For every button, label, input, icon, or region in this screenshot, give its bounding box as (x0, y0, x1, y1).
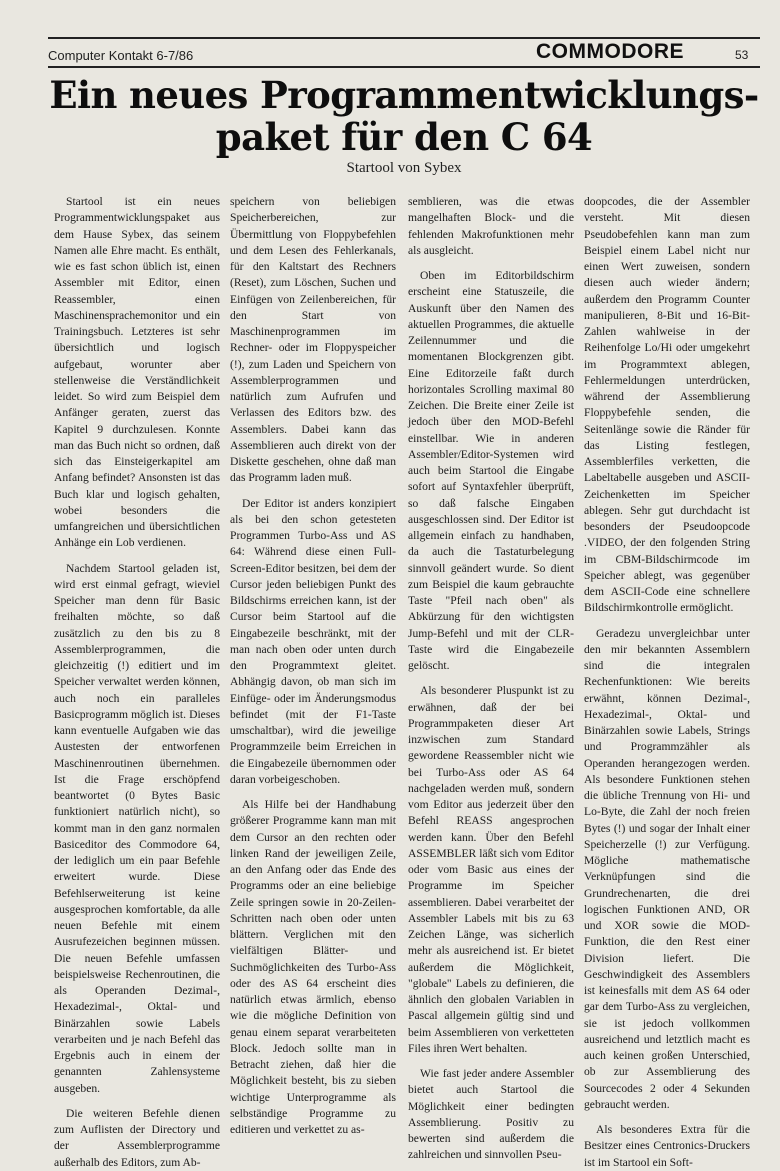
paragraph: semblieren, was die etwas mangelhaften Block- und die fehlenden Makrofunktionen mehr als ausgleicht. (408, 195, 574, 257)
paragraph: Als besonderer Pluspunkt ist zu erwähnen, daß der bei Programmpaketen dieser Art inzwischen zum Standard gewordene Reassembler nicht wie bei Turbo-Ass oder AS 64 nachgeladen werden muß, sondern vom Editor aus jederzeit über den Befehl REASS angesprochen werden kann. Über den Befehl ASSEMBLER läßt sich vom Editor oder vom Basic aus eines der Programme im Speicher assemblieren. Dabei verarbeitet der Assembler Labels mit bis zu 63 Zeichen Länge, was sicherlich mehr als ausreichend ist. Er bietet außerdem die Möglichkeit, "globale" Labels zu definieren, die ähnlich den globalen Variablen in Pascal allgemein gültig sind und beim Assemblieren von verketteten Files ihren Wert behalten. (408, 684, 574, 1055)
text-column-2 (230, 194, 396, 1136)
paragraph: Die weiteren Befehle dienen zum Auflisten der Directory und der Assemblerprogramme außerhalb des Editors, zum Ab- (54, 1106, 220, 1169)
article-subtitle: Startool von Sybex (346, 160, 462, 176)
article-title (48, 74, 760, 158)
section-title: COMMODORE (536, 40, 684, 63)
paragraph: Der Editor ist anders konzipiert als bei den schon getesteten Programmen Turbo-Ass und AS 64: Während diese einen Full-Screen-Editor besitzen, bei dem der Cursor jeden beliebigen Punkt des Bildschirms erreichen kann, ist der Cursor beim Startool auf die Eingabezeile beschränkt, mit der man nach oben oder unten durch den Programmtext gleitet. Abhängig davon, ob man sich im Einfüge- oder im Änderungsmodus befindet (mit der F1-Taste umschaltbar), wird die jeweilige Programmzeile beim Erreichen in die Eingabezeile übernommen oder daran vorbeigeschoben. (230, 496, 396, 786)
text-column-1 (54, 194, 220, 1169)
paragraph: Startool ist ein neues Programmentwicklungspaket aus dem Hause Sybex, das seinem Namen alle Ehre macht. Es enthält, wie es fast schon üblich ist, einen Assembler mit Editor, einen Reassembler, einen Maschinensprachemonitor und ein Trainingsbuch. Letzteres ist sehr übersichtlich und logisch aufgebaut, worunter aber stellenweise die Verständlichkeit leidet. So wird zum Beispiel dem Anfänger geraten, zuerst das Kapitel 9 durchzulesen. Konnte man das Buch nicht so ordnen, daß sich das Einsteigerkapitel am Anfang befindet? Ansonsten ist das Buch klar und logisch gehalten, wobei besonders die umfangreichen und übersichtlichen Anhänge ein Lob verdienen. (54, 195, 220, 550)
paragraph: Geradezu unvergleichbar unter den mir bekannten Assemblern sind die integralen Rechenfunktionen: Wie bereits erwähnt, können Dezimal-, Hexadezimal-, Oktal- und Binärzahlen sowie Labels, Strings und Programmzähler als Operanden herangezogen werden. Als besondere Funktionen stehen die übliche Trennung von Hi- und Lo-Byte, die Zahl der noch freien Bytes (!) und sogar der Inhalt einer Speicherzelle (!) zur Verfügung. Mögliche mathematische Verknüpfungen sind die Grundrechenarten, die drei logischen Funktionen AND, OR und XOR sowie die MOD-Funktion, die den Rest einer Division liefert. Die Geschwindigkeit des Assemblers ist keinesfalls mit dem AS 64 oder gar dem Turbo-Ass zu vergleichen, sie ist jedoch vollkommen ausreichend und letztlich macht es auch keinen großen Unterschied, ob zur Assemblierung des Sourcecodes 2 oder 4 Sekunden gebraucht werden. (584, 626, 750, 1111)
paragraph: doopcodes, die der Assembler versteht. Mit diesen Pseudobefehlen kann man zum Beispiel einem Label nicht nur einen Wert zuweisen, sondern diesen auch wieder ändern; außerdem den Programm Counter manipulieren, 8-Bit und 16-Bit-Zahlen wahlweise in der Reihenfolge Lo/Hi oder umgekehrt im Programmtext ablegen, Fehlermeldungen unterdrücken, während der Assemblierung Floppybefehle senden, die Seitenlänge sowie die Ränder für das Listing festlegen, Assemblerfiles verketten, die Labeltabelle ausgeben und ASCII-Zeichenketten im Speicher ablegen. Sehr gut durchdacht ist besonders der Pseudoopcode .VIDEO, der den folgenden String im CBM-Bildschirmcode im Speicher ablegt, was gegenüber dem ASCII-Code eine schnellere Bildschirmkontrolle ermöglicht. (584, 195, 750, 615)
magazine-issue: Computer Kontakt 6-7/86 (48, 48, 194, 63)
text-column-4 (584, 194, 750, 1169)
paragraph: Als Hilfe bei der Handhabung größerer Programme kann man mit dem Cursor an den rechten oder linken Rand der jeweiligen Zeile, an den Anfang oder das Ende des Programms oder an eine beliebige Zeile springen sowie in 20-Zeilen-Schritten nach oben oder unten blättern. Verglichen mit den vielfältigen Blätter- und Suchmöglichkeiten des Turbo-Ass oder des AS 64 erscheint dies natürlich etwas ärmlich, ebenso wie die mögliche Definition von genau einem separat verarbeiteten Block. Jedoch sollte man in Betracht ziehen, daß hier die Möglichkeit besteht, bis zu sieben wichtige Unterprogramme als selbständige Programme zu editieren und verkettet zu as- (230, 798, 396, 1136)
text-column-3 (408, 194, 574, 1162)
header-bottom-rule (48, 66, 760, 68)
header-top-rule (48, 37, 760, 39)
article-title-line-2: paket für den C 64 (215, 115, 593, 159)
paragraph: Oben im Editorbildschirm erscheint eine Statuszeile, die Auskunft über den Namen des aktuellen Programmes, die aktuelle Zeilennummer und die momentanen Blockgrenzen gibt. Eine Editorzeile faßt durch horizontales Scrolling maximal 80 Zeichen. Die Breite einer Zeile ist jedoch über den MOD-Befehl einstellbar. Wie in anderen Assembler/Editor-Systemen wird auch beim Startool die Eingabe sofort auf Syntaxfehler überprüft, so daß falsche Eingaben ausgeschlossen sind. Der Editor ist allgemein einfach zu handhaben, da auch die Tastaturbelegung sinnvoll geändert wurde. So dient zum Beispiel die kaum gebrauchte Taste "Pfeil nach oben" als Abkürzung für den wichtigsten Jump-Befehl und mit der CLR-Taste wird die Eingabezeile gelöscht. (408, 269, 574, 672)
paragraph: Als besonderes Extra für die Besitzer eines Centronics-Druckers ist im Startool ein Soft- (584, 1123, 750, 1169)
paragraph: Nachdem Startool geladen ist, wird erst einmal gefragt, wieviel Speicher man denn für Basic freihalten möchte, so daß zusätzlich zu den bis zu 8 Assemblerprogrammen, die gleichzeitig (!) editiert und im Speicher verwaltet werden können, auch noch ein paralleles Basicprogramm möglich ist. Dieses kann eventuelle Aufgaben wie das Austesten der entworfenen Maschinenroutinen übernehmen. Ist die Frage erschöpfend beantwortet (0 Bytes Basic funktioniert natürlich nicht), so kommt man in den ganz normalen Basiceditor des Commodore 64, der lediglich um ein paar Befehle erweitert wurde. Diese Befehlserweiterung ist keine ausgesprochen komfortable, da alle neuen Befehle mit einem Ausrufezeichen beginnen müssen. Die neuen Befehle umfassen beispielsweise Rechenroutinen, die als Operanden Dezimal-, Hexadezimal-, Oktal- und Binärzahlen sowie Labels verarbeiten und je nach Befehl das Ergebnis auch in einem der genannten Zahlensysteme ausgeben. (54, 561, 220, 1095)
paragraph: speichern von beliebigen Speicherbereichen, zur Übermittlung von Floppybefehlen und dem Lesen des Fehlerkanals, für den Kaltstart des Rechners (Reset), zum Löschen, Suchen und Einfügen von Zeilenbereichen, für den Start von Maschinenprogrammen im Rechner- oder im Floppyspeicher (!), zum Laden und Speichern von Assemblerprogrammen und natürlich zum Aufrufen und Verlassen des Editors bzw. des Assemblers. Dabei kann das Assemblieren auch direkt von der Diskette geschehen, ohne daß man das Programm laden muß. (230, 195, 396, 485)
article-title-line-1: Ein neues Programmentwicklungs- (49, 73, 759, 117)
page-number: 53 (735, 48, 749, 62)
paragraph: Wie fast jeder andere Assembler bietet auch Startool die Möglichkeit einer bedingten Assemblierung. Positiv zu bewerten sind außerdem die zahlreichen und sinnvollen Pseu- (408, 1067, 574, 1162)
